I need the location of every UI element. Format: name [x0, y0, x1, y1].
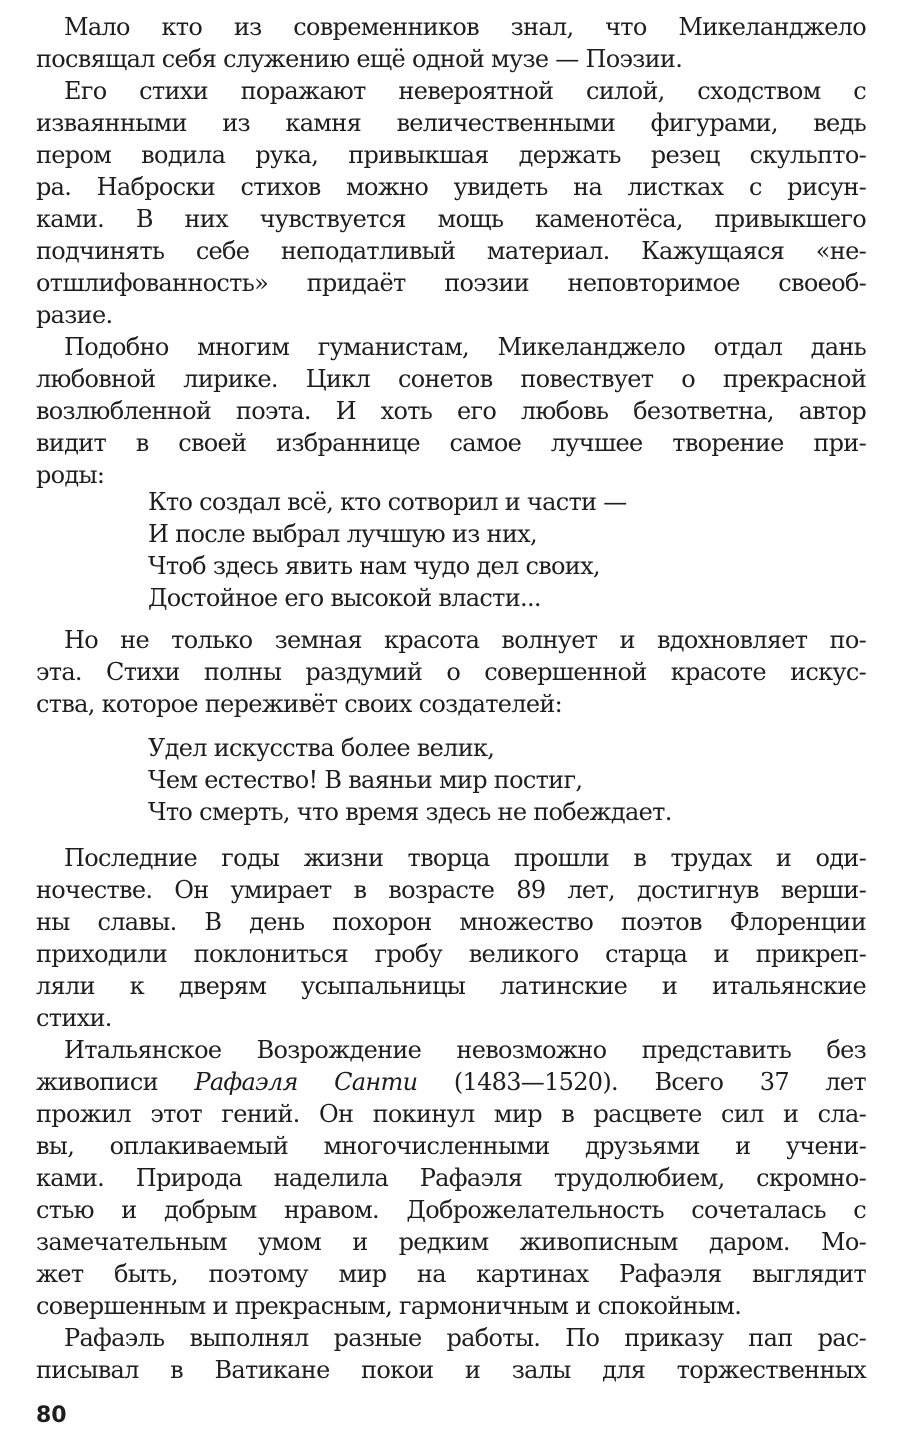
- text-line: ны славы. В день похорон множество поэтов Флоренции: [36, 908, 866, 936]
- text-line: ночестве. Он умирает в возрасте 89 лет, достигнув верши-: [36, 876, 866, 904]
- text-line: видит в своей избраннице самое лучшее творение при-: [36, 429, 866, 457]
- text-line: возлюбленной поэта. И хоть его любовь безответна, автор: [36, 397, 866, 425]
- text-line: замечательным умом и редким живописным даром. Мо-: [36, 1228, 866, 1256]
- text-line: любовной лирике. Цикл сонетов повествует о прекрасной: [36, 365, 866, 393]
- text-line: роды:: [36, 461, 105, 489]
- verse-line: Достойное его высокой власти...: [148, 584, 541, 612]
- text-line: приходили поклониться гробу великого старца и прикреп-: [36, 940, 866, 968]
- text-line: Итальянское Возрождение невозможно представить без: [64, 1036, 866, 1064]
- text-line: ками. Природа наделила Рафаэля трудолюбием, скромно-: [36, 1164, 866, 1192]
- verse-line: Удел искусства более велик,: [148, 734, 495, 762]
- verse-line: Что смерть, что время здесь не побеждает.: [148, 798, 672, 826]
- text-line: пером водила рука, привыкшая держать резец скульпто-: [36, 141, 866, 169]
- text-line: Рафаэль выполнял разные работы. По приказу пап рас-: [64, 1324, 866, 1352]
- text-line: ляли к дверям усыпальницы латинские и итальянские: [36, 972, 866, 1000]
- text-line: Подобно многим гуманистам, Микеланджело отдал дань: [64, 333, 866, 361]
- text-line: Последние годы жизни творца прошли в трудах и оди-: [64, 844, 866, 872]
- verse-line: Кто создал всё, кто сотворил и части —: [148, 488, 627, 516]
- text-span: (1483—1520). Всего 37 лет: [417, 1068, 867, 1096]
- text-line: совершенным и прекрасным, гармоничным и спокойным.: [36, 1292, 742, 1320]
- text-line: Но не только земная красота волнует и вдохновляет по-: [64, 626, 866, 654]
- artist-name-italic: Рафаэля Санти: [194, 1068, 418, 1096]
- text-line: вы, оплакиваемый многочисленными друзьями и учени-: [36, 1132, 866, 1160]
- page-number: 80: [36, 1403, 67, 1428]
- text-line: жет быть, поэтому мир на картинах Рафаэля выглядит: [36, 1260, 866, 1288]
- text-line: эта. Стихи полны раздумий о совершенной красоте искус-: [36, 658, 866, 686]
- text-line: отшлифованность» придаёт поэзии неповторимое своеоб-: [36, 269, 866, 297]
- text-line: [36, 1066, 866, 1098]
- text-line: Мало кто из современников знал, что Микеланджело: [64, 13, 866, 41]
- text-line: стью и добрым нравом. Доброжелательность сочеталась с: [36, 1196, 866, 1224]
- text-line: посвящал себя служению ещё одной музе — Поэзии.: [36, 45, 683, 73]
- verse-line: И после выбрал лучшую из них,: [148, 520, 537, 548]
- text-line: подчинять себе неподатливый материал. Кажущаяся «не-: [36, 237, 866, 265]
- text-line: изваянными из камня величественными фигурами, ведь: [36, 109, 866, 137]
- text-span: живописи: [36, 1068, 195, 1096]
- verse-line: Чем естество! В ваяньи мир постиг,: [148, 766, 583, 794]
- text-line: разие.: [36, 301, 113, 329]
- text-line: ра. Наброски стихов можно увидеть на листках с рисун-: [36, 173, 866, 201]
- text-line: Его стихи поражают невероятной силой, сходством с: [64, 77, 866, 105]
- verse-line: Чтоб здесь явить нам чудо дел своих,: [148, 552, 600, 580]
- text-line: писывал в Ватикане покои и залы для торжественных: [36, 1356, 866, 1384]
- text-line: прожил этот гений. Он покинул мир в расцвете сил и сла-: [36, 1100, 866, 1128]
- text-line: ками. В них чувствуется мощь каменотёса, привыкшего: [36, 205, 866, 233]
- text-line: стихи.: [36, 1004, 112, 1032]
- text-line: ства, которое переживёт своих создателей:: [36, 690, 563, 718]
